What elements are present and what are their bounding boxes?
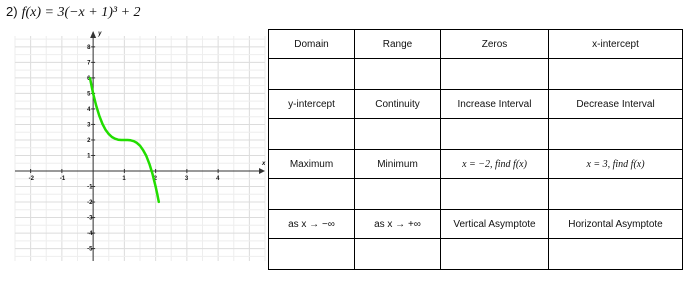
x-intercept-answer-cell[interactable] [549, 59, 683, 90]
answer-row [269, 119, 683, 150]
maximum-label: Maximum [269, 150, 355, 179]
y-intercept-label: y-intercept [269, 90, 355, 119]
y-tick-label: 1 [87, 153, 91, 160]
answer-row [269, 59, 683, 90]
domain-answer-cell[interactable] [269, 59, 355, 90]
increase-interval-label: Increase Interval [441, 90, 549, 119]
x-tick-label: -1 [59, 176, 66, 182]
y-tick-label: 8 [87, 44, 91, 51]
x-tick-label: 2 [153, 176, 157, 182]
vertical-asymptote-label: Vertical Asymptote [441, 210, 549, 239]
domain-label: Domain [269, 30, 355, 59]
table-header-row [269, 30, 683, 59]
evaluate-at-3-label: x = 3, find f(x) [549, 150, 683, 179]
y-tick-label: 4 [87, 106, 91, 113]
y-tick-label: 7 [87, 60, 91, 67]
x-axis-label: x [262, 161, 266, 167]
y-axis-label: y [98, 31, 102, 37]
horizontal-asymptote-label: Horizontal Asymptote [549, 210, 683, 239]
decrease-interval-label: Decrease Interval [549, 90, 683, 119]
end-behavior-neg-inf-answer-cell[interactable] [269, 239, 355, 270]
y-tick-label: -3 [87, 215, 93, 222]
zeros-label: Zeros [441, 30, 549, 59]
vertical-asymptote-answer-cell[interactable] [441, 239, 549, 270]
answer-row [269, 239, 683, 270]
y-tick-label: 2 [87, 137, 91, 144]
increase-interval-answer-cell[interactable] [441, 119, 549, 150]
table-header-row [269, 90, 683, 119]
y-tick-label: -4 [87, 231, 93, 238]
range-answer-cell[interactable] [355, 59, 441, 90]
x-tick-label: -2 [28, 176, 34, 182]
x-axis-arrow [259, 168, 265, 174]
y-tick-label: 3 [87, 122, 91, 129]
evaluate-at-neg2-answer-cell[interactable] [441, 179, 549, 210]
minimum-answer-cell[interactable] [355, 179, 441, 210]
y-tick-label: -5 [87, 246, 93, 253]
continuity-label: Continuity [355, 90, 441, 119]
zeros-answer-cell[interactable] [441, 59, 549, 90]
minimum-label: Minimum [355, 150, 441, 179]
decrease-interval-answer-cell[interactable] [549, 119, 683, 150]
y-intercept-answer-cell[interactable] [269, 119, 355, 150]
y-tick-label: 6 [87, 75, 91, 82]
maximum-answer-cell[interactable] [269, 179, 355, 210]
table-header-row [269, 150, 683, 179]
evaluate-at-neg2-label: x = −2, find f(x) [441, 150, 549, 179]
problem-number: 2) [6, 4, 18, 19]
function-properties-table [268, 29, 683, 270]
range-label: Range [355, 30, 441, 59]
x-tick-label: 3 [184, 176, 189, 182]
horizontal-asymptote-answer-cell[interactable] [549, 239, 683, 270]
table-header-row [269, 210, 683, 239]
x-tick-label: 1 [122, 176, 126, 182]
function-expression: f(x) = 3(−x + 1)³ + 2 [21, 5, 141, 20]
y-axis-arrow [90, 31, 96, 38]
function-graph [0, 0, 268, 298]
evaluate-at-3-answer-cell[interactable] [549, 179, 683, 210]
answer-row [269, 179, 683, 210]
continuity-answer-cell[interactable] [355, 119, 441, 150]
end-behavior-pos-inf-answer-cell[interactable] [355, 239, 441, 270]
y-tick-label: -1 [87, 184, 93, 191]
y-tick-label: 5 [87, 91, 91, 98]
end-behavior-pos-inf-label: as x → +∞ [355, 210, 441, 239]
x-tick-label: 4 [216, 176, 220, 182]
y-tick-label: -2 [87, 200, 93, 207]
end-behavior-neg-inf-label: as x → −∞ [269, 210, 355, 239]
x-intercept-label: x-intercept [549, 30, 683, 59]
